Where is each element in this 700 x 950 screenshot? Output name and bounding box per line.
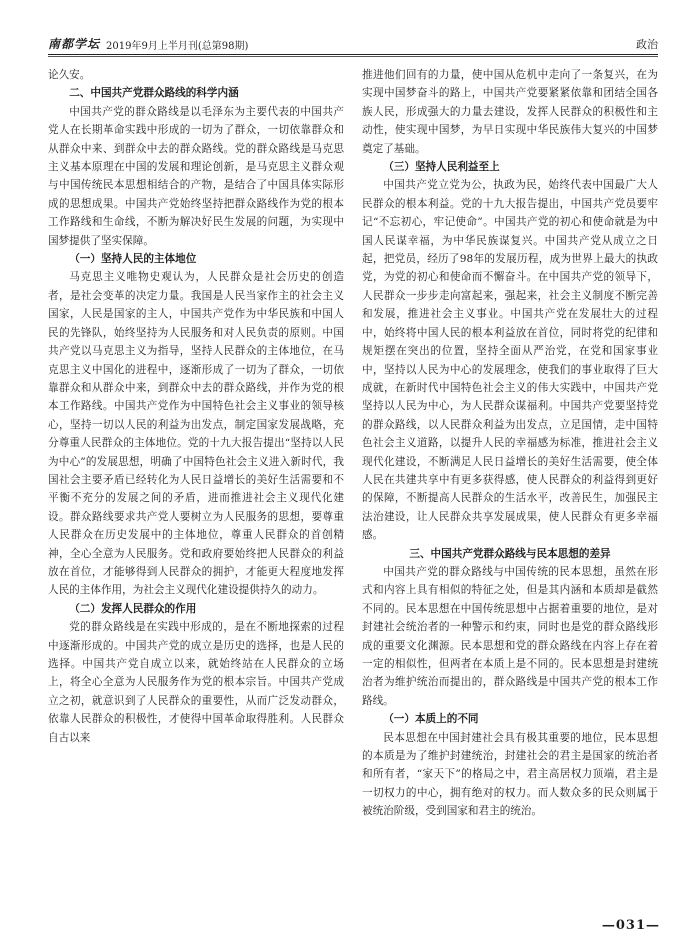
paragraph: 推进他们回有的力量，使中国从危机中走向了一条复兴，在为实现中国梦奋斗的路上，中国共产党要紧紧依靠和团结全国各族人民，形成强大的力量去建设，发挥人民群众的积极性和主动性，使实现中国梦，为早日实现中华民族伟大复兴的中国梦奠定了基础。 [362, 69, 658, 155]
section-heading: （二）发挥人民群众的作用 [69, 602, 197, 615]
section-heading: 三、中国共产党群众路线与民本思想的差异 [409, 547, 611, 560]
paragraph: 中国共产党立党为公，执政为民，始终代表中国最广大人民群众的根本利益。党的十九大报告提出，中国共产党员要牢记“不忘初心，牢记使命”。中国共产党的初心和使命就是为中国人民谋幸福，为中华民族谋复兴。中国共产党从成立之日起，把党员，经历了98年的发展历程，成为世界上最大的执政党，为党的初心和使命而不懈奋斗。在中国共产党的领导下，人民群众一步步走向富起来，强起来，社会主义制度不断完善和发展，推进社会主义事业。中国共产党在发展壮大的过程中，始终将中国人民的根本利益放在首位，同时将党的纪律和规矩摆在突出的位置，坚持全面从严治党，在党和国家事业中，坚持以人民为中心的发展理念，使我们的事业取得了巨大成就，在新时代中国特色社会主义的伟大实践中，中国共产党坚持以人民为中心，为人民群众谋福利。中国共产党要坚持党的群众路线，以人民群众利益为出发点，立足国情，走中国特色社会主义道路，以提升人民的幸福感为标准，推进社会主义现代化建设，不断满足人民日益增长的美好生活需要，使全体人民在共建共享中有更多获得感，使人民群众的利益得到更好的保障，不断提高人民群众的生活水平，改善民生，加强民主法治建设，让人民群众共享发展成果，使人民群众有更多幸福感。 [362, 179, 658, 542]
paragraph: 党的群众路线是在实践中形成的，是在不断地探索的过程中逐渐形成的。中国共产党的成立是历史的选择，也是人民的选择。中国共产党自成立以来，就始终站在人民群众的立场上，将全心全意为人民服务作为党的根本宗旨。中国共产党成立之初，就意识到了人民群众的重要性，从而广泛发动群众，依靠人民群众的积极性，才使得中国革命取得胜利。人民群众自古以来 [48, 621, 344, 744]
paragraph: 中国共产党的群众路线与中国传统的民本思想，虽然在形式和内容上具有相似的特征之处，但是其内涵和本质却是截然不同的。民本思想在中国传统思想中占据着重要的地位，是对封建社会统治者的一种警示和约束，同时也是党的群众路线形成的重要文化渊源。民本思想和党的群众路线在内容上存在着一定的相似性，但两者在本质上是不同的。民本思想是封建统治者为维护统治而提出的，群众路线是中国共产党的根本工作路线。 [362, 565, 658, 707]
running-header [48, 30, 658, 55]
paragraph: 马克思主义唯物史观认为，人民群众是社会历史的创造者，是社会变革的决定力量。我国是人民当家作主的社会主义国家，人民是国家的主人，中国共产党作为中华民族和中国人民的先锋队，始终坚持为人民服务和对人民负责的原则。中国共产党以马克思主义为指导，坚持人民群众的主体地位，在马克思主义中国化的进程中，逐渐形成了一切为了群众，一切依靠群众和从群众中来，到群众中去的群众路线，并作为党的根本工作路线。中国共产党作为中国特色社会主义事业的领导核心，坚持一切以人民的利益为出发点，制定国家发展战略，充分尊重人民群众的主体地位。党的十九大报告提出“坚持以人民为中心”的发展思想，明确了中国特色社会主义进入新时代，我国社会主要矛盾已经转化为人民日益增长的美好生活需要和不平衡不充分的发展之间的矛盾，进而推进社会主义现代化建设。群众路线要求共产党人要树立为人民服务的思想，要尊重人民群众在历史发展中的主体地位，尊重人民群众的首创精神，全心全意为人民服务。党和政府要始终把人民群众的利益放在首位，才能够得到人民群众的拥护，才能更大程度地发挥人民的主体作用，为社会主义现代化建设提供持久的动力。 [48, 271, 344, 597]
paragraph: 论久安。 [48, 69, 91, 81]
section-label: 政治 [636, 38, 658, 51]
section-heading: （一）本质上的不同 [383, 713, 479, 726]
header-rule [48, 56, 658, 57]
issue-info: 2019年9月上半月刊(总第98期) [106, 41, 249, 52]
paragraph: 中国共产党的群众路线是以毛泽东为主要代表的中国共产党人在长期革命实践中形成的一切为了群众，一切依靠群众和从群众中来、到群众中去的群众路线。党的群众路线是马克思主义基本原理在中国的发展和理论创新，是马克思主义群众观与中国传统民本思想相结合的产物，是结合了中国具体实际形成的思想成果。中国共产党始终坚持把群众路线作为党的根本工作路线和生命线，不断为解决好民生发展的问题，为实现中国梦提供了坚实保障。 [48, 105, 344, 247]
page-number: —031— [601, 918, 660, 933]
section-heading: 二、中国共产党群众路线的科学内涵 [69, 87, 239, 100]
right-column [362, 66, 658, 906]
paragraph: 民本思想在中国封建社会具有极其重要的地位，民本思想的本质是为了维护封建统治，封建社会的君主是国家的统治者和所有者，“家天下”的格局之中，君主高居权力顶端，君主是一切权力的中心，拥有绝对的权力。而人数众多的民众则属于被统治阶级，受到国家和君主的统治。 [362, 731, 658, 818]
header-left [48, 35, 248, 52]
section-heading: （三）坚持人民利益至上 [383, 161, 500, 174]
section-heading: （一）坚持人民的主体地位 [69, 253, 197, 266]
journal-name: 南都学坛 [48, 37, 101, 51]
left-column [48, 66, 344, 906]
